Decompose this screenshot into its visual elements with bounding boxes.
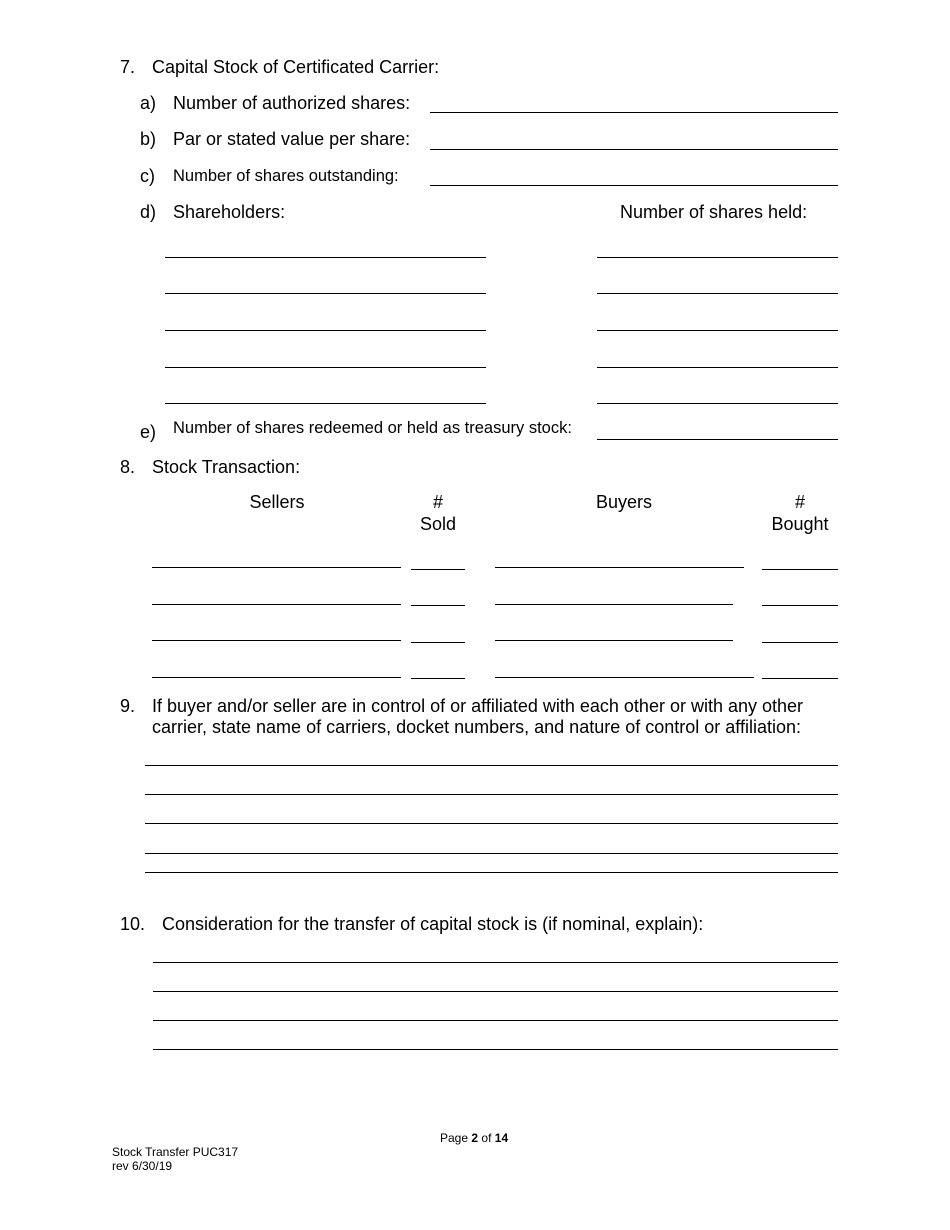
- sold-field[interactable]: [411, 642, 465, 643]
- q7e-label: Number of shares redeemed or held as treasury stock:: [173, 419, 572, 437]
- shareholder-name-field[interactable]: [165, 257, 486, 258]
- q7-title: Capital Stock of Certificated Carrier:: [152, 57, 440, 77]
- q9-answer-line[interactable]: [145, 794, 838, 795]
- page-total: 14: [494, 1131, 509, 1145]
- q9-answer-line[interactable]: [145, 765, 838, 766]
- q7a-letter: a): [140, 93, 157, 113]
- buyer-field[interactable]: [495, 567, 744, 568]
- page-prefix: Page: [440, 1131, 469, 1145]
- q10-answer-line[interactable]: [153, 1049, 838, 1050]
- seller-field[interactable]: [152, 640, 401, 641]
- q7-number: 7.: [120, 57, 136, 77]
- q7e-letter: e): [140, 422, 157, 442]
- shares-held-field[interactable]: [597, 330, 838, 331]
- q9-text-line2: carrier, state name of carriers, docket numbers, and nature of control or affiliation:: [152, 717, 801, 737]
- page-number: [440, 1131, 508, 1145]
- buyer-field[interactable]: [495, 677, 754, 678]
- page-of: of: [481, 1131, 492, 1145]
- q10-answer-line[interactable]: [153, 1020, 838, 1021]
- q7c-letter: c): [140, 166, 155, 186]
- sellers-header: Sellers: [249, 492, 305, 512]
- revision: rev 6/30/19: [112, 1159, 173, 1173]
- q7a-authorized-shares-field[interactable]: [430, 112, 838, 113]
- buyer-field[interactable]: [495, 604, 733, 605]
- q7d-label: Shareholders:: [173, 202, 286, 222]
- seller-field[interactable]: [152, 604, 401, 605]
- bought-field[interactable]: [762, 642, 838, 643]
- q9-text-line1: If buyer and/or seller are in control of or affiliated with each other or with any other: [152, 696, 804, 716]
- q9-answer-line[interactable]: [145, 823, 838, 824]
- q7e-treasury-stock-field[interactable]: [597, 439, 838, 440]
- shares-held-field[interactable]: [597, 293, 838, 294]
- q10-text: Consideration for the transfer of capital stock is (if nominal, explain):: [162, 914, 704, 934]
- bought-field[interactable]: [762, 569, 838, 570]
- shareholder-name-field[interactable]: [165, 330, 486, 331]
- shares-held-field[interactable]: [597, 257, 838, 258]
- seller-field[interactable]: [152, 567, 401, 568]
- sold-header-hash: #: [432, 492, 443, 512]
- q10-answer-line[interactable]: [153, 991, 838, 992]
- shares-held-field[interactable]: [597, 403, 838, 404]
- form-name: Stock Transfer PUC317: [112, 1145, 239, 1159]
- q8-title: Stock Transaction:: [152, 457, 301, 477]
- q7a-label: Number of authorized shares:: [173, 93, 411, 113]
- shareholder-name-field[interactable]: [165, 293, 486, 294]
- q7b-label: Par or stated value per share:: [173, 129, 411, 149]
- q7b-par-value-field[interactable]: [430, 149, 838, 150]
- buyers-header: Buyers: [595, 492, 653, 512]
- seller-field[interactable]: [152, 677, 401, 678]
- bought-header-hash: #: [794, 492, 805, 512]
- bought-field[interactable]: [762, 605, 838, 606]
- sold-field[interactable]: [411, 678, 465, 679]
- page-current: 2: [471, 1131, 479, 1145]
- sold-header: Sold: [419, 514, 457, 534]
- q7b-letter: b): [140, 129, 157, 149]
- sold-field[interactable]: [411, 569, 465, 570]
- q7c-label: Number of shares outstanding:: [173, 167, 399, 185]
- q7d-letter: d): [140, 202, 157, 222]
- bought-field[interactable]: [762, 678, 838, 679]
- q9-answer-line[interactable]: [145, 853, 838, 854]
- q7c-shares-outstanding-field[interactable]: [430, 185, 838, 186]
- q7d-shares-held-header: Number of shares held:: [620, 202, 808, 222]
- shareholder-name-field[interactable]: [165, 403, 486, 404]
- shares-held-field[interactable]: [597, 367, 838, 368]
- bought-header: Bought: [771, 514, 829, 534]
- q10-answer-line[interactable]: [153, 962, 838, 963]
- q10-number: 10.: [120, 914, 146, 934]
- shareholder-name-field[interactable]: [165, 367, 486, 368]
- buyer-field[interactable]: [495, 640, 733, 641]
- q9-answer-line[interactable]: [145, 872, 838, 873]
- sold-field[interactable]: [411, 605, 465, 606]
- q8-number: 8.: [120, 457, 136, 477]
- q9-number: 9.: [120, 696, 136, 716]
